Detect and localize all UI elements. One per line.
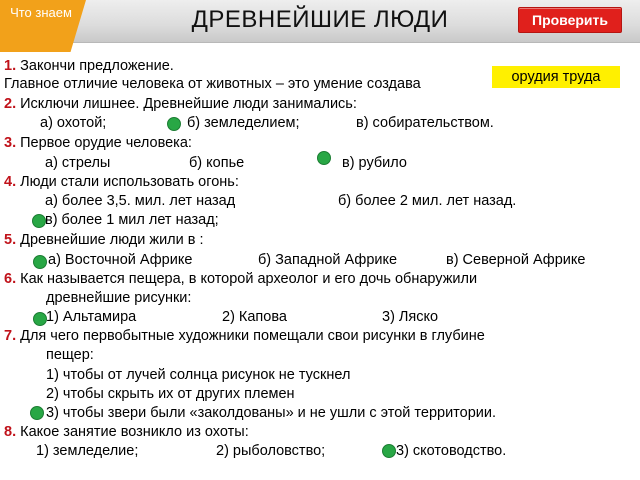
question-4-title: 4. Люди стали использовать огонь: (4, 174, 239, 190)
question-6-title: 6. Как называется пещера, в которой археолог и его дочь обнаружили (4, 271, 478, 287)
question-7-option-2[interactable]: 2) чтобы скрыть их от других племен (46, 386, 295, 402)
question-6-option-3[interactable]: 3) Ляско (382, 309, 439, 325)
check-button[interactable]: Проверить (518, 7, 622, 33)
slide-title: ДРЕВНЕЙШИЕ ЛЮДИ (191, 6, 449, 33)
answer-marker-q7[interactable] (30, 406, 44, 420)
question-3-option-a[interactable]: а) стрелы (45, 155, 111, 171)
question-6-title-cont: древнейшие рисунки: (46, 290, 192, 306)
question-2-option-b[interactable]: б) земледелием; (187, 115, 300, 131)
question-7-title: 7. Для чего первобытные художники помещали свои рисунки в глубине (4, 328, 485, 344)
question-1-title: 1. Закончи предложение. (4, 58, 174, 74)
question-7-option-3[interactable]: 3) чтобы звери были «заколдованы» и не ушли с этой территории. (46, 405, 497, 421)
corner-tab-label[interactable]: Что знаем (10, 5, 72, 20)
question-7-option-1[interactable]: 1) чтобы от лучей солнца рисунок не тускнел (46, 367, 351, 383)
question-5-option-a[interactable]: а) Восточной Африке (48, 252, 193, 268)
question-1-sentence: Главное отличие человека от животных – это умение создава (4, 76, 421, 92)
question-7-title-cont: пещер: (46, 347, 94, 363)
answer-marker-q3[interactable] (317, 151, 331, 165)
question-2-option-a[interactable]: а) охотой; (40, 115, 107, 131)
slide-header (0, 0, 640, 43)
question-4-option-b[interactable]: б) более 2 мил. лет назад. (338, 193, 517, 209)
answer-marker-q5[interactable] (33, 255, 47, 269)
question-6-option-2[interactable]: 2) Капова (222, 309, 287, 325)
question-3-option-c[interactable]: в) рубило (342, 155, 407, 171)
question-3-option-b[interactable]: б) копье (189, 155, 245, 171)
answer-marker-q6[interactable] (33, 312, 47, 326)
question-2-option-c[interactable]: в) собирательством. (356, 115, 494, 131)
question-8-option-3[interactable]: 3) скотоводство. (396, 443, 507, 459)
question-5-title: 5. Древнейшие люди жили в : (4, 232, 204, 248)
question-5-option-b[interactable]: б) Западной Африке (258, 252, 398, 268)
question-8-title: 8. Какое занятие возникло из охоты: (4, 424, 249, 440)
question-2-title: 2. Исключи лишнее. Древнейшие люди занимались: (4, 96, 357, 112)
question-4-option-c[interactable]: в) более 1 мил лет назад; (45, 212, 219, 228)
question-4-option-a[interactable]: а) более 3,5. мил. лет назад (45, 193, 236, 209)
answer-marker-q4[interactable] (32, 214, 46, 228)
answer-box: орудия труда (492, 66, 620, 88)
answer-marker-q8[interactable] (382, 444, 396, 458)
question-8-option-2[interactable]: 2) рыболовство; (216, 443, 326, 459)
question-8-option-1[interactable]: 1) земледелие; (36, 443, 139, 459)
answer-marker-q2[interactable] (167, 117, 181, 131)
question-6-option-1[interactable]: 1) Альтамира (46, 309, 137, 325)
question-5-option-c[interactable]: в) Северной Африке (446, 252, 586, 268)
question-3-title: 3. Первое орудие человека: (4, 135, 192, 151)
